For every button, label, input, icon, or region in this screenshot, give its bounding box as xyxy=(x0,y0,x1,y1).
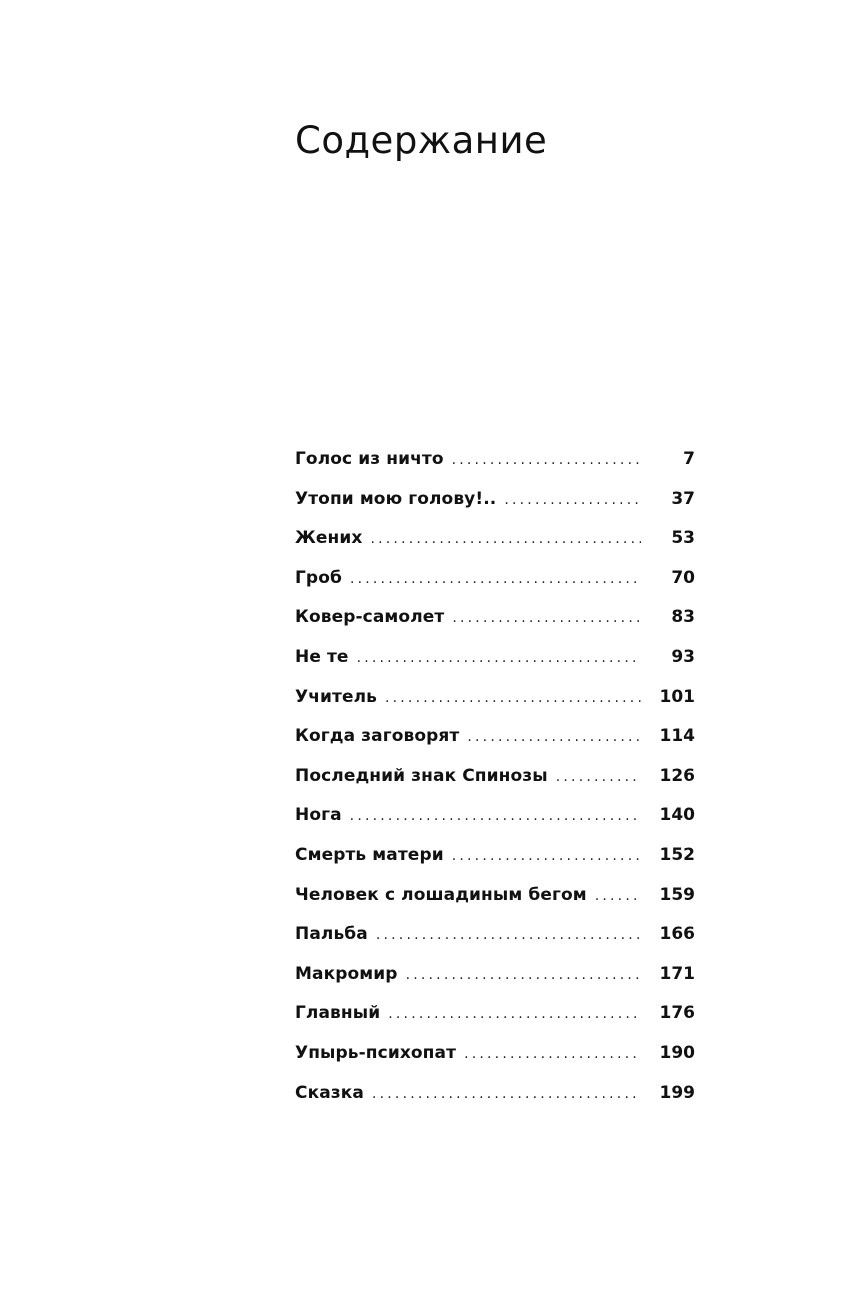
toc-entry-title: Макромир xyxy=(295,963,398,984)
toc-entry-title: Не те xyxy=(295,646,349,667)
dot-leader xyxy=(385,683,641,713)
toc-entry-page: 159 xyxy=(659,884,695,905)
toc-entry-page: 70 xyxy=(671,567,695,588)
toc-entry[interactable] xyxy=(295,682,695,722)
toc-entry-title: Главный xyxy=(295,1003,381,1024)
toc-entry[interactable] xyxy=(295,840,695,880)
toc-entry-title: Жених xyxy=(295,528,363,549)
toc-entry-page: 126 xyxy=(659,765,695,786)
toc-entry-page: 166 xyxy=(659,924,695,945)
toc-entry[interactable] xyxy=(295,880,695,920)
table-of-contents xyxy=(295,444,695,1117)
toc-entry-page: 176 xyxy=(659,1003,695,1024)
dot-leader xyxy=(452,603,641,633)
toc-entry-title: Упырь-психопат xyxy=(295,1042,457,1063)
dot-leader xyxy=(595,881,641,911)
toc-entry-title: Голос из ничто xyxy=(295,449,444,469)
dot-leader xyxy=(452,445,641,475)
dot-leader xyxy=(452,841,641,871)
toc-entry[interactable] xyxy=(295,523,695,563)
toc-entry-page: 190 xyxy=(659,1042,695,1063)
toc-entry[interactable] xyxy=(295,1038,695,1078)
toc-entry-page: 83 xyxy=(671,607,695,628)
toc-entry[interactable] xyxy=(295,959,695,999)
toc-entry-title: Нога xyxy=(295,805,342,826)
toc-entry-page: 140 xyxy=(659,805,695,826)
toc-entry-title: Сказка xyxy=(295,1082,364,1103)
toc-entry-title: Пальба xyxy=(295,924,368,945)
toc-entry-page: 7 xyxy=(683,449,695,469)
dot-leader xyxy=(357,643,641,673)
toc-entry-title: Смерть матери xyxy=(295,844,444,865)
dot-leader xyxy=(350,564,641,594)
dot-leader xyxy=(388,999,641,1029)
toc-entry-page: 152 xyxy=(659,844,695,865)
toc-entry[interactable] xyxy=(295,642,695,682)
toc-entry-page: 171 xyxy=(659,963,695,984)
toc-entry[interactable] xyxy=(295,563,695,603)
toc-entry[interactable] xyxy=(295,998,695,1038)
page-title: Содержание xyxy=(295,119,548,162)
toc-entry-page: 199 xyxy=(659,1082,695,1103)
toc-entry[interactable] xyxy=(295,721,695,761)
dot-leader xyxy=(372,1079,641,1109)
dot-leader xyxy=(504,485,641,515)
toc-entry-page: 37 xyxy=(671,488,695,509)
toc-entry[interactable] xyxy=(295,1078,695,1118)
toc-entry[interactable] xyxy=(295,919,695,959)
toc-entry[interactable] xyxy=(295,800,695,840)
toc-entry[interactable] xyxy=(295,484,695,524)
toc-entry-page: 53 xyxy=(671,528,695,549)
dot-leader xyxy=(464,1039,641,1069)
toc-entry-title: Когда заговорят xyxy=(295,726,460,747)
dot-leader xyxy=(370,524,641,554)
toc-entry[interactable] xyxy=(295,602,695,642)
toc-entry-title: Человек с лошадиным бегом xyxy=(295,884,587,905)
toc-entry-title: Ковер-самолет xyxy=(295,607,445,628)
dot-leader xyxy=(376,920,641,950)
toc-entry-page: 101 xyxy=(659,686,695,707)
dot-leader xyxy=(406,960,641,990)
toc-entry-page: 93 xyxy=(671,646,695,667)
dot-leader xyxy=(556,762,641,792)
toc-entry-title: Гроб xyxy=(295,567,342,588)
toc-entry-title: Утопи мою голову!.. xyxy=(295,488,497,509)
toc-entry-title: Учитель xyxy=(295,686,377,707)
toc-entry[interactable] xyxy=(295,761,695,801)
dot-leader xyxy=(350,801,641,831)
toc-entry[interactable] xyxy=(295,444,695,484)
toc-entry-title: Последний знак Спинозы xyxy=(295,765,548,786)
dot-leader xyxy=(467,722,641,752)
toc-entry-page: 114 xyxy=(659,726,695,747)
